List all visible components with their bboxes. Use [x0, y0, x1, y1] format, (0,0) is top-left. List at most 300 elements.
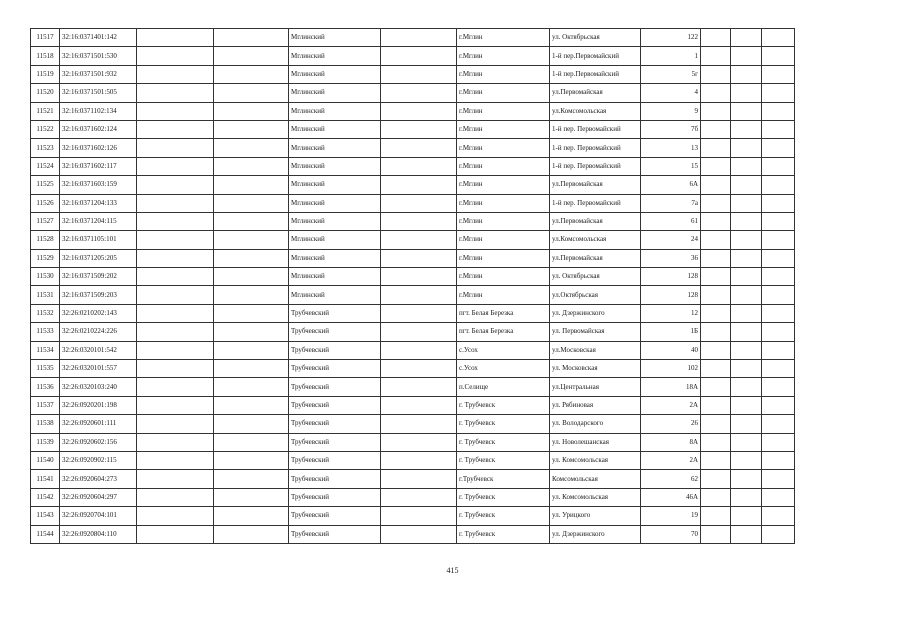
street-cell: ул.Центральная [550, 378, 641, 396]
empty-cell [137, 249, 214, 267]
page-number: 415 [446, 566, 459, 575]
district-cell: Трубчевский [289, 304, 381, 322]
empty-cell [731, 378, 762, 396]
cadastral-number-cell: 32:26:0920602:156 [60, 433, 137, 451]
settlement-cell: пгт. Белая Березка [457, 304, 550, 322]
street-cell: ул.Первомайская [550, 176, 641, 194]
empty-cell [701, 29, 731, 47]
district-cell: Трубчевский [289, 451, 381, 469]
empty-cell [214, 286, 289, 304]
house-number-cell: 2А [641, 451, 701, 469]
empty-cell [731, 84, 762, 102]
cadastral-number-cell: 32:26:0920201:198 [60, 396, 137, 414]
empty-cell [762, 139, 795, 157]
row-number-cell: 11538 [31, 415, 60, 433]
empty-cell [701, 451, 731, 469]
table-row [31, 268, 795, 286]
house-number-cell: 24 [641, 231, 701, 249]
empty-cell [701, 304, 731, 322]
empty-cell [381, 120, 457, 138]
empty-cell [381, 396, 457, 414]
empty-cell [137, 323, 214, 341]
street-cell: Комсомольская [550, 470, 641, 488]
row-number-cell: 11536 [31, 378, 60, 396]
street-cell: 1-й пер. Первомайский [550, 120, 641, 138]
district-cell: Мглинский [289, 268, 381, 286]
cadastral-number-cell: 32:16:0371401:142 [60, 29, 137, 47]
row-number-cell: 11518 [31, 47, 60, 65]
district-cell: Мглинский [289, 120, 381, 138]
cadastral-number-cell: 32:26:0320101:542 [60, 341, 137, 359]
house-number-cell: 12 [641, 304, 701, 322]
empty-cell [214, 139, 289, 157]
empty-cell [381, 286, 457, 304]
district-cell: Трубчевский [289, 378, 381, 396]
table-row [31, 212, 795, 230]
settlement-cell: г.Мглин [457, 102, 550, 120]
district-cell: Мглинский [289, 29, 381, 47]
empty-cell [214, 451, 289, 469]
table-row [31, 433, 795, 451]
empty-cell [762, 29, 795, 47]
empty-cell [762, 507, 795, 525]
empty-cell [381, 415, 457, 433]
house-number-cell: 7б [641, 120, 701, 138]
district-cell: Трубчевский [289, 360, 381, 378]
cadastral-number-cell: 32:16:0371509:203 [60, 286, 137, 304]
empty-cell [137, 525, 214, 543]
table-row [31, 65, 795, 83]
empty-cell [214, 102, 289, 120]
district-cell: Трубчевский [289, 433, 381, 451]
empty-cell [701, 415, 731, 433]
empty-cell [762, 415, 795, 433]
empty-cell [701, 120, 731, 138]
empty-cell [762, 157, 795, 175]
empty-cell [137, 451, 214, 469]
row-number-cell: 11526 [31, 194, 60, 212]
empty-cell [214, 29, 289, 47]
street-cell: ул. Володарского [550, 415, 641, 433]
row-number-cell: 11527 [31, 212, 60, 230]
street-cell: 1-й пер.Первомайский [550, 47, 641, 65]
empty-cell [381, 139, 457, 157]
empty-cell [731, 433, 762, 451]
district-cell: Мглинский [289, 157, 381, 175]
empty-cell [137, 507, 214, 525]
empty-cell [214, 415, 289, 433]
table-row [31, 157, 795, 175]
empty-cell [381, 433, 457, 451]
settlement-cell: г. Трубчевск [457, 433, 550, 451]
settlement-cell: г.Мглин [457, 157, 550, 175]
row-number-cell: 11529 [31, 249, 60, 267]
row-number-cell: 11517 [31, 29, 60, 47]
street-cell: ул.Октябрьская [550, 286, 641, 304]
empty-cell [381, 29, 457, 47]
district-cell: Трубчевский [289, 507, 381, 525]
empty-cell [762, 488, 795, 506]
row-number-cell: 11522 [31, 120, 60, 138]
district-cell: Мглинский [289, 194, 381, 212]
empty-cell [701, 157, 731, 175]
table-row [31, 249, 795, 267]
empty-cell [214, 323, 289, 341]
settlement-cell: г. Трубчевск [457, 488, 550, 506]
empty-cell [731, 304, 762, 322]
empty-cell [214, 470, 289, 488]
house-number-cell: 9 [641, 102, 701, 120]
empty-cell [701, 507, 731, 525]
row-number-cell: 11528 [31, 231, 60, 249]
street-cell: ул. Октябрьская [550, 29, 641, 47]
settlement-cell: г.Мглин [457, 268, 550, 286]
empty-cell [381, 507, 457, 525]
empty-cell [214, 120, 289, 138]
cadastral-number-cell: 32:26:0920804:110 [60, 525, 137, 543]
settlement-cell: г.Мглин [457, 84, 550, 102]
street-cell: ул.Комсомольская [550, 102, 641, 120]
district-cell: Трубчевский [289, 341, 381, 359]
empty-cell [214, 84, 289, 102]
house-number-cell: 18А [641, 378, 701, 396]
district-cell: Трубчевский [289, 323, 381, 341]
house-number-cell: 46А [641, 488, 701, 506]
table-row [31, 47, 795, 65]
empty-cell [731, 268, 762, 286]
empty-cell [137, 286, 214, 304]
empty-cell [214, 212, 289, 230]
empty-cell [762, 268, 795, 286]
cadastral-number-cell: 32:16:0371501:530 [60, 47, 137, 65]
empty-cell [762, 65, 795, 83]
data-table [30, 28, 795, 544]
empty-cell [137, 304, 214, 322]
street-cell: 1-й пер. Первомайский [550, 157, 641, 175]
row-number-cell: 11532 [31, 304, 60, 322]
empty-cell [701, 65, 731, 83]
table-row [31, 378, 795, 396]
settlement-cell: п.Селище [457, 378, 550, 396]
empty-cell [762, 120, 795, 138]
empty-cell [701, 194, 731, 212]
empty-cell [762, 176, 795, 194]
empty-cell [214, 176, 289, 194]
empty-cell [137, 194, 214, 212]
empty-cell [731, 120, 762, 138]
street-cell: ул. Комсомольская [550, 488, 641, 506]
cadastral-number-cell: 32:26:0920601:111 [60, 415, 137, 433]
empty-cell [762, 323, 795, 341]
empty-cell [731, 488, 762, 506]
house-number-cell: 122 [641, 29, 701, 47]
cadastral-number-cell: 32:16:0371501:505 [60, 84, 137, 102]
empty-cell [214, 65, 289, 83]
house-number-cell: 5г [641, 65, 701, 83]
row-number-cell: 11524 [31, 157, 60, 175]
settlement-cell: с.Усох [457, 360, 550, 378]
empty-cell [137, 268, 214, 286]
empty-cell [701, 433, 731, 451]
district-cell: Трубчевский [289, 415, 381, 433]
row-number-cell: 11535 [31, 360, 60, 378]
empty-cell [731, 525, 762, 543]
house-number-cell: 70 [641, 525, 701, 543]
empty-cell [137, 157, 214, 175]
empty-cell [731, 65, 762, 83]
table-row [31, 286, 795, 304]
row-number-cell: 11533 [31, 323, 60, 341]
empty-cell [731, 176, 762, 194]
empty-cell [762, 249, 795, 267]
cadastral-number-cell: 32:26:0920902:115 [60, 451, 137, 469]
street-cell: ул. Дзержинского [550, 304, 641, 322]
empty-cell [762, 84, 795, 102]
cadastral-number-cell: 32:16:0371205:205 [60, 249, 137, 267]
empty-cell [381, 157, 457, 175]
empty-cell [762, 304, 795, 322]
empty-cell [762, 378, 795, 396]
house-number-cell: 128 [641, 268, 701, 286]
empty-cell [701, 249, 731, 267]
house-number-cell: 2А [641, 396, 701, 414]
street-cell: ул.Первомайская [550, 84, 641, 102]
empty-cell [731, 139, 762, 157]
cadastral-number-cell: 32:16:0371602:117 [60, 157, 137, 175]
settlement-cell: г.Мглин [457, 176, 550, 194]
cadastral-number-cell: 32:26:0920604:273 [60, 470, 137, 488]
empty-cell [701, 212, 731, 230]
empty-cell [701, 231, 731, 249]
table-row [31, 525, 795, 543]
house-number-cell: 26 [641, 415, 701, 433]
row-number-cell: 11542 [31, 488, 60, 506]
empty-cell [762, 231, 795, 249]
house-number-cell: 40 [641, 341, 701, 359]
street-cell: ул. Октябрьская [550, 268, 641, 286]
empty-cell [381, 65, 457, 83]
table-row [31, 341, 795, 359]
empty-cell [731, 249, 762, 267]
empty-cell [701, 525, 731, 543]
empty-cell [731, 507, 762, 525]
empty-cell [731, 341, 762, 359]
cadastral-number-cell: 32:26:0320103:240 [60, 378, 137, 396]
empty-cell [137, 341, 214, 359]
district-cell: Трубчевский [289, 488, 381, 506]
table-row [31, 415, 795, 433]
table-row [31, 451, 795, 469]
cadastral-number-cell: 32:16:0371602:126 [60, 139, 137, 157]
table-row [31, 139, 795, 157]
cadastral-number-cell: 32:26:0210202:143 [60, 304, 137, 322]
empty-cell [701, 360, 731, 378]
empty-cell [137, 176, 214, 194]
street-cell: 1-й пер. Первомайский [550, 139, 641, 157]
empty-cell [214, 507, 289, 525]
cadastral-number-cell: 32:26:0920604:297 [60, 488, 137, 506]
street-cell: ул. Рябиновая [550, 396, 641, 414]
settlement-cell: г.Трубчевск [457, 470, 550, 488]
empty-cell [137, 29, 214, 47]
empty-cell [731, 470, 762, 488]
row-number-cell: 11541 [31, 470, 60, 488]
empty-cell [214, 231, 289, 249]
street-cell: ул. Дзержинского [550, 525, 641, 543]
empty-cell [701, 102, 731, 120]
empty-cell [381, 470, 457, 488]
cadastral-number-cell: 32:26:0920704:101 [60, 507, 137, 525]
row-number-cell: 11539 [31, 433, 60, 451]
district-cell: Трубчевский [289, 470, 381, 488]
settlement-cell: г.Мглин [457, 47, 550, 65]
table-row [31, 323, 795, 341]
district-cell: Мглинский [289, 84, 381, 102]
empty-cell [731, 47, 762, 65]
empty-cell [137, 65, 214, 83]
empty-cell [214, 157, 289, 175]
row-number-cell: 11531 [31, 286, 60, 304]
empty-cell [701, 470, 731, 488]
empty-cell [762, 525, 795, 543]
empty-cell [214, 194, 289, 212]
empty-cell [137, 212, 214, 230]
row-number-cell: 11540 [31, 451, 60, 469]
row-number-cell: 11525 [31, 176, 60, 194]
empty-cell [137, 470, 214, 488]
empty-cell [214, 360, 289, 378]
street-cell: ул. Первомайская [550, 323, 641, 341]
empty-cell [137, 139, 214, 157]
settlement-cell: г.Мглин [457, 212, 550, 230]
street-cell: ул.Московская [550, 341, 641, 359]
table-row [31, 194, 795, 212]
empty-cell [137, 433, 214, 451]
empty-cell [762, 360, 795, 378]
empty-cell [762, 396, 795, 414]
empty-cell [701, 341, 731, 359]
empty-cell [701, 286, 731, 304]
cadastral-number-cell: 32:16:0371204:133 [60, 194, 137, 212]
empty-cell [214, 396, 289, 414]
empty-cell [731, 29, 762, 47]
cadastral-number-cell: 32:16:0371501:932 [60, 65, 137, 83]
settlement-cell: г.Мглин [457, 29, 550, 47]
empty-cell [381, 360, 457, 378]
district-cell: Мглинский [289, 286, 381, 304]
empty-cell [214, 378, 289, 396]
district-cell: Мглинский [289, 231, 381, 249]
district-cell: Мглинский [289, 65, 381, 83]
empty-cell [701, 176, 731, 194]
table-row [31, 470, 795, 488]
district-cell: Мглинский [289, 249, 381, 267]
street-cell: ул. Московская [550, 360, 641, 378]
empty-cell [214, 341, 289, 359]
table-row [31, 29, 795, 47]
house-number-cell: 1 [641, 47, 701, 65]
empty-cell [381, 102, 457, 120]
empty-cell [701, 268, 731, 286]
street-cell: ул. Новолешанская [550, 433, 641, 451]
settlement-cell: г. Трубчевск [457, 451, 550, 469]
empty-cell [731, 194, 762, 212]
empty-cell [137, 360, 214, 378]
empty-cell [762, 470, 795, 488]
row-number-cell: 11544 [31, 525, 60, 543]
cadastral-number-cell: 32:16:0371102:134 [60, 102, 137, 120]
row-number-cell: 11543 [31, 507, 60, 525]
row-number-cell: 11534 [31, 341, 60, 359]
house-number-cell: 15 [641, 157, 701, 175]
empty-cell [214, 47, 289, 65]
house-number-cell: 62 [641, 470, 701, 488]
empty-cell [381, 323, 457, 341]
settlement-cell: г.Мглин [457, 231, 550, 249]
district-cell: Мглинский [289, 47, 381, 65]
empty-cell [381, 341, 457, 359]
empty-cell [731, 360, 762, 378]
empty-cell [214, 304, 289, 322]
settlement-cell: с.Усох [457, 341, 550, 359]
empty-cell [731, 323, 762, 341]
table-row [31, 488, 795, 506]
district-cell: Трубчевский [289, 525, 381, 543]
table-row [31, 176, 795, 194]
empty-cell [762, 433, 795, 451]
empty-cell [137, 415, 214, 433]
empty-cell [381, 451, 457, 469]
house-number-cell: 13 [641, 139, 701, 157]
settlement-cell: г.Мглин [457, 120, 550, 138]
empty-cell [762, 102, 795, 120]
cadastral-number-cell: 32:16:0371603:159 [60, 176, 137, 194]
empty-cell [214, 525, 289, 543]
settlement-cell: г. Трубчевск [457, 525, 550, 543]
empty-cell [731, 102, 762, 120]
table-row [31, 304, 795, 322]
street-cell: ул.Первомайская [550, 212, 641, 230]
row-number-cell: 11537 [31, 396, 60, 414]
street-cell: ул.Комсомольская [550, 231, 641, 249]
empty-cell [381, 268, 457, 286]
empty-cell [214, 433, 289, 451]
empty-cell [381, 525, 457, 543]
district-cell: Мглинский [289, 102, 381, 120]
house-number-cell: 7а [641, 194, 701, 212]
row-number-cell: 11530 [31, 268, 60, 286]
house-number-cell: 1Б [641, 323, 701, 341]
district-cell: Мглинский [289, 139, 381, 157]
row-number-cell: 11521 [31, 102, 60, 120]
empty-cell [762, 341, 795, 359]
empty-cell [137, 47, 214, 65]
empty-cell [731, 415, 762, 433]
settlement-cell: пгт. Белая Березка [457, 323, 550, 341]
empty-cell [731, 212, 762, 230]
table-row [31, 507, 795, 525]
row-number-cell: 11523 [31, 139, 60, 157]
street-cell: ул. Комсомольская [550, 451, 641, 469]
empty-cell [731, 231, 762, 249]
empty-cell [731, 396, 762, 414]
row-number-cell: 11520 [31, 84, 60, 102]
empty-cell [137, 231, 214, 249]
settlement-cell: г.Мглин [457, 65, 550, 83]
settlement-cell: г.Мглин [457, 139, 550, 157]
house-number-cell: 6А [641, 176, 701, 194]
row-number-cell: 11519 [31, 65, 60, 83]
